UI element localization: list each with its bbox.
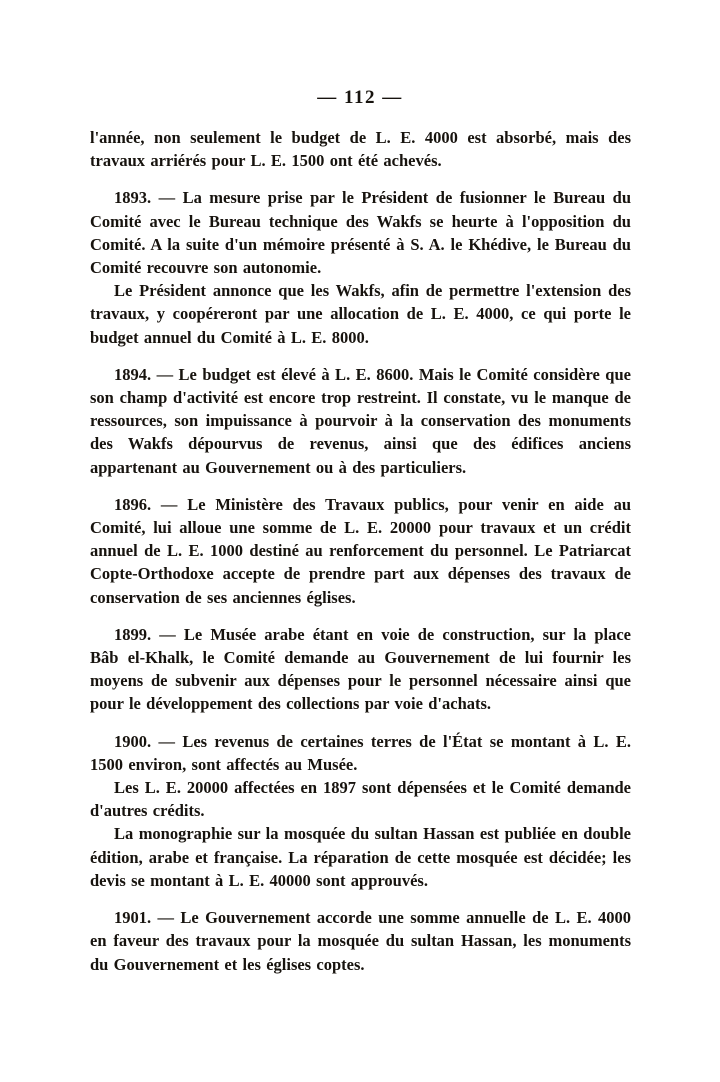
paragraph-7: Les L. E. 20000 affectées en 1897 sont dépensées et le Comité demande d'autres crédits. (90, 778, 631, 821)
paragraph-9: 1901. — Le Gouvernement accorde une somme annuelle de L. E. 4000 en faveur des travaux pour la mosquée du sultan Hassan, les monuments du Gouvernement et les églises coptes. (90, 908, 631, 974)
paragraph-4: 1896. — Le Ministère des Travaux publics, pour venir en aide au Comité, lui alloue une somme de L. E. 20000 pour travaux et un crédit annuel de L. E. 1000 destiné au renforcement du personnel. Le Patriarcat Copte-Orthodoxe accepte de prendre part aux dépenses des travaux de conservation de ses anciennes églises. (90, 494, 631, 607)
page-number: — 112 — (317, 87, 403, 108)
paragraph-3: 1894. — Le budget est élevé à L. E. 8600. Mais le Comité considère que son champ d'activité est encore trop restreint. Il constate, vu le manque de ressources, son impuissance à pourvoir à la conservation des monuments des Wakfs dépourvus de revenus, ainsi que des édifices anciens appartenant au Gouvernement ou à des particuliers. (90, 364, 631, 477)
page-body (90, 126, 631, 976)
paragraph-5: 1899. — Le Musée arabe étant en voie de construction, sur la place Bâb el-Khalk, le Comité demande au Gouvernement de lui fournir les moyens de subvenir aux dépenses pour le personnel nécessaire ainsi que pour le développement des collections par voie d'achats. (90, 624, 631, 714)
paragraph-2: Le Président annonce que les Wakfs, afin de permettre l'extension des travaux, y coopéreront par une allocation de L. E. 4000, ce qui porte le budget annuel du Comité à L. E. 8000. (90, 281, 631, 347)
paragraph-1: 1893. — La mesure prise par le Président de fusionner le Bureau du Comité avec le Bureau technique des Wakfs se heurte à l'opposition du Comité. A la suite d'un mémoire présenté à S. A. le Khédive, le Bureau du Comité recouvre son autonomie. (90, 188, 631, 278)
paragraph-0: l'année, non seulement le budget de L. E. 4000 est absorbé, mais des travaux arriérés pour L. E. 1500 ont été achevés. (90, 128, 631, 171)
paragraph-6: 1900. — Les revenus de certaines terres de l'État se montant à L. E. 1500 environ, sont affectés au Musée. (90, 731, 631, 774)
paragraph-8: La monographie sur la mosquée du sultan Hassan est publiée en double édition, arabe et française. La réparation de cette mosquée est décidée; les devis se montant à L. E. 40000 sont approuvés. (90, 824, 631, 890)
